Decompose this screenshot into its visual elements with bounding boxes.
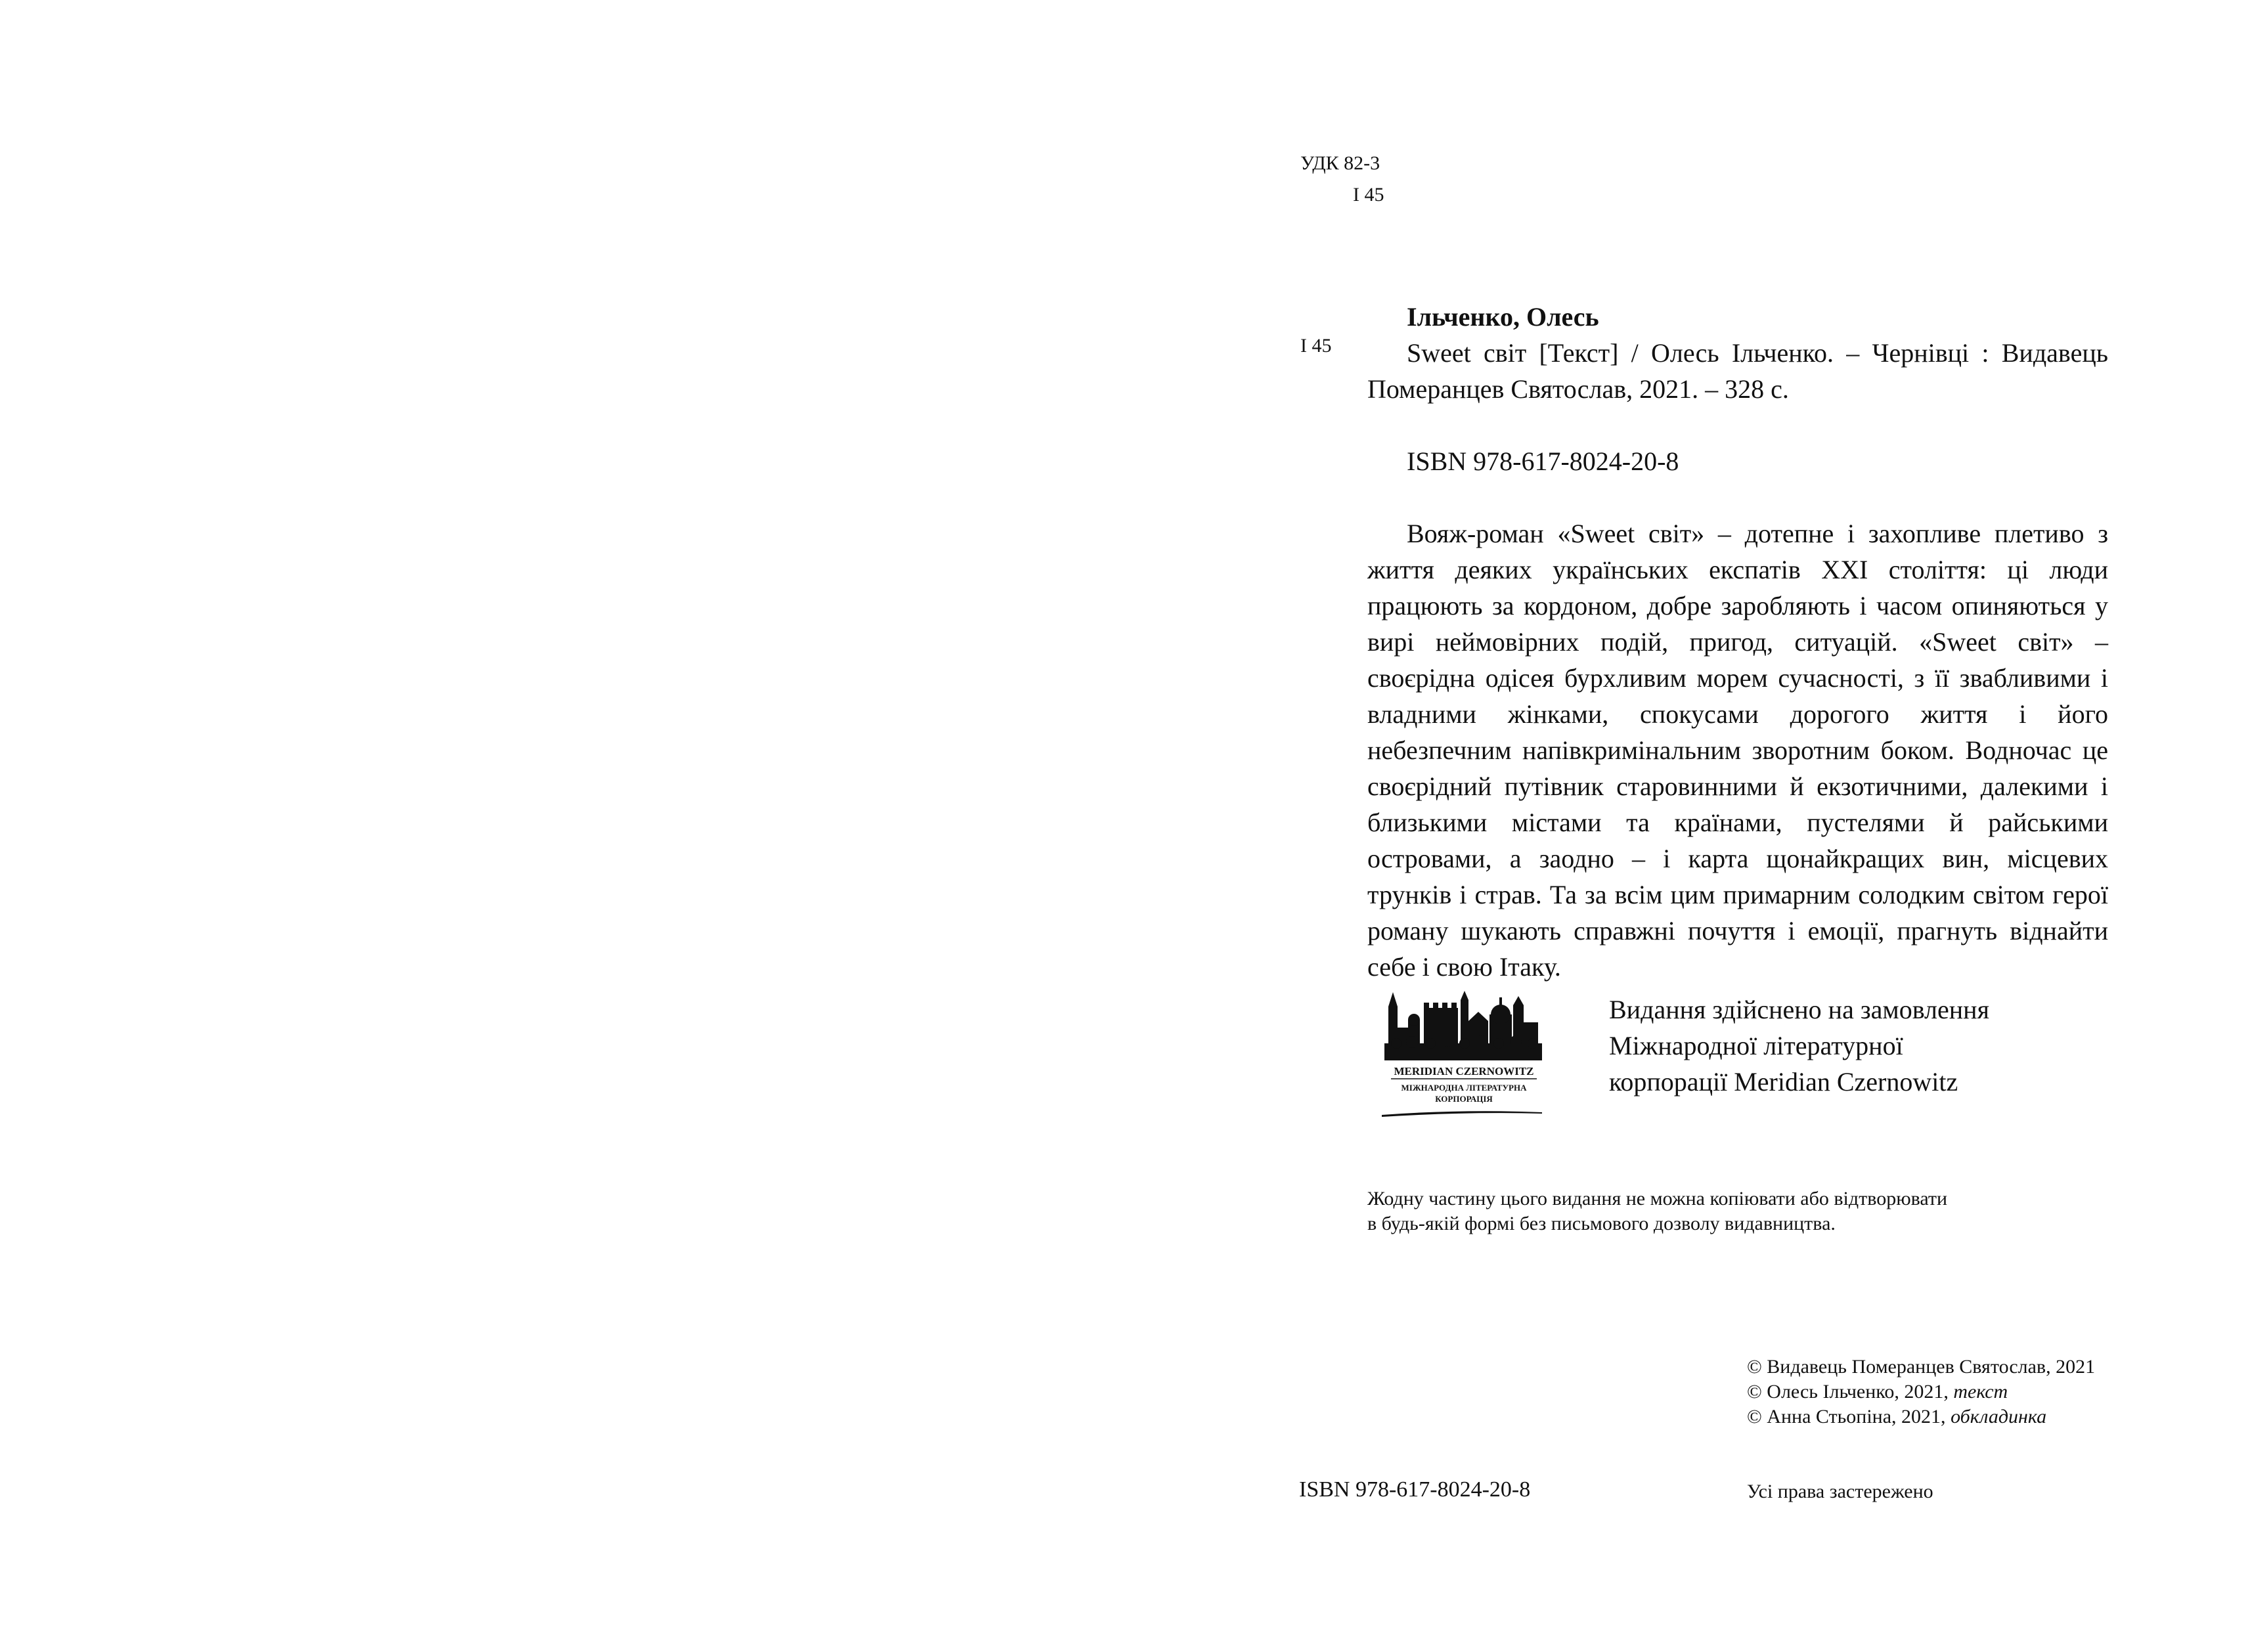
udk-author-index: І 45	[1353, 184, 1384, 206]
copyright-text-author: © Олесь Ільченко, 2021, текст	[1747, 1381, 2008, 1402]
copy-notice-line-2: в будь-якій формі без письмового дозволу видавництва.	[1367, 1213, 1836, 1234]
copy-notice-line-1: Жодну частину цього видання не можна копіювати або відтворювати	[1367, 1188, 1948, 1209]
udk-code: УДК 82-3	[1300, 152, 1380, 174]
annotation-text: Вояж-роман «Sweet світ» – дотепне і захопливе плетиво з життя деяких українських експатів XXI століття: ці люди працюють за кордоном, добре заробляють і часом опиняються у вирі неймовірних подій, пригод, ситуацій. «Sweet світ» – своєрідна одісея бурхливим морем сучасності, з її звабливими і владними жінками, спокусами дорогого життя і його небезпечним напівкримінальним зворотним боком. Водночас це своєрідний путівник старовинними й екзотичними, далекими і близькими містами та країнами, пустелями й райськими островами, а заодно – і карта щонайкращих вин, місцевих трунків і страв. Та за всім цим примарним солодким світом герої роману шукають справжні почуття і емоції, прагнуть віднайти себе і свою Ітаку.	[1367, 519, 2108, 982]
copy-notice	[1367, 1186, 1947, 1236]
copyright-block	[1747, 1355, 2095, 1429]
copyright-role-cover: обкладинка	[1951, 1406, 2047, 1427]
isbn-entry: ISBN 978-617-8024-20-8	[1407, 446, 1679, 476]
logo-subtitle-1: МІЖНАРОДНА ЛІТЕРАТУРНА	[1401, 1083, 1527, 1093]
isbn-bottom: ISBN 978-617-8024-20-8	[1299, 1477, 1531, 1502]
commission-statement	[1609, 991, 1989, 1100]
copyright-publisher: © Видавець Померанцев Святослав, 2021	[1747, 1356, 2096, 1378]
pen-icon	[1382, 1111, 1542, 1117]
copyright-role-text: текст	[1953, 1381, 2008, 1402]
all-rights-reserved: Усі права застережено	[1747, 1481, 1933, 1502]
commission-line-1: Видання здійснено на замовлення	[1609, 995, 1989, 1024]
meridian-czernowitz-logo	[1378, 988, 1550, 1119]
udk-block	[1300, 148, 1384, 211]
copyright-cover-artist: © Анна Стьопіна, 2021, обкладинка	[1747, 1406, 2047, 1427]
bibliographic-entry	[1367, 299, 2108, 985]
logo-name-text: MERIDIAN CZERNOWITZ	[1394, 1065, 1534, 1077]
logo-subtitle-2: КОРПОРАЦІЯ	[1435, 1094, 1493, 1104]
commission-line-2: Міжнародної літературної	[1609, 1031, 1903, 1060]
bibliographic-description: Sweet світ [Текст] / Олесь Ільченко. – Чернівці : Видавець Померанцев Святослав, 2021. – 328 с.	[1367, 338, 2108, 404]
city-skyline-silhouette	[1384, 991, 1542, 1060]
author-name: Ільченко, Олесь	[1407, 302, 1599, 332]
side-author-index: І 45	[1300, 335, 1332, 357]
commission-line-3: корпорації Meridian Czernowitz	[1609, 1067, 1958, 1097]
